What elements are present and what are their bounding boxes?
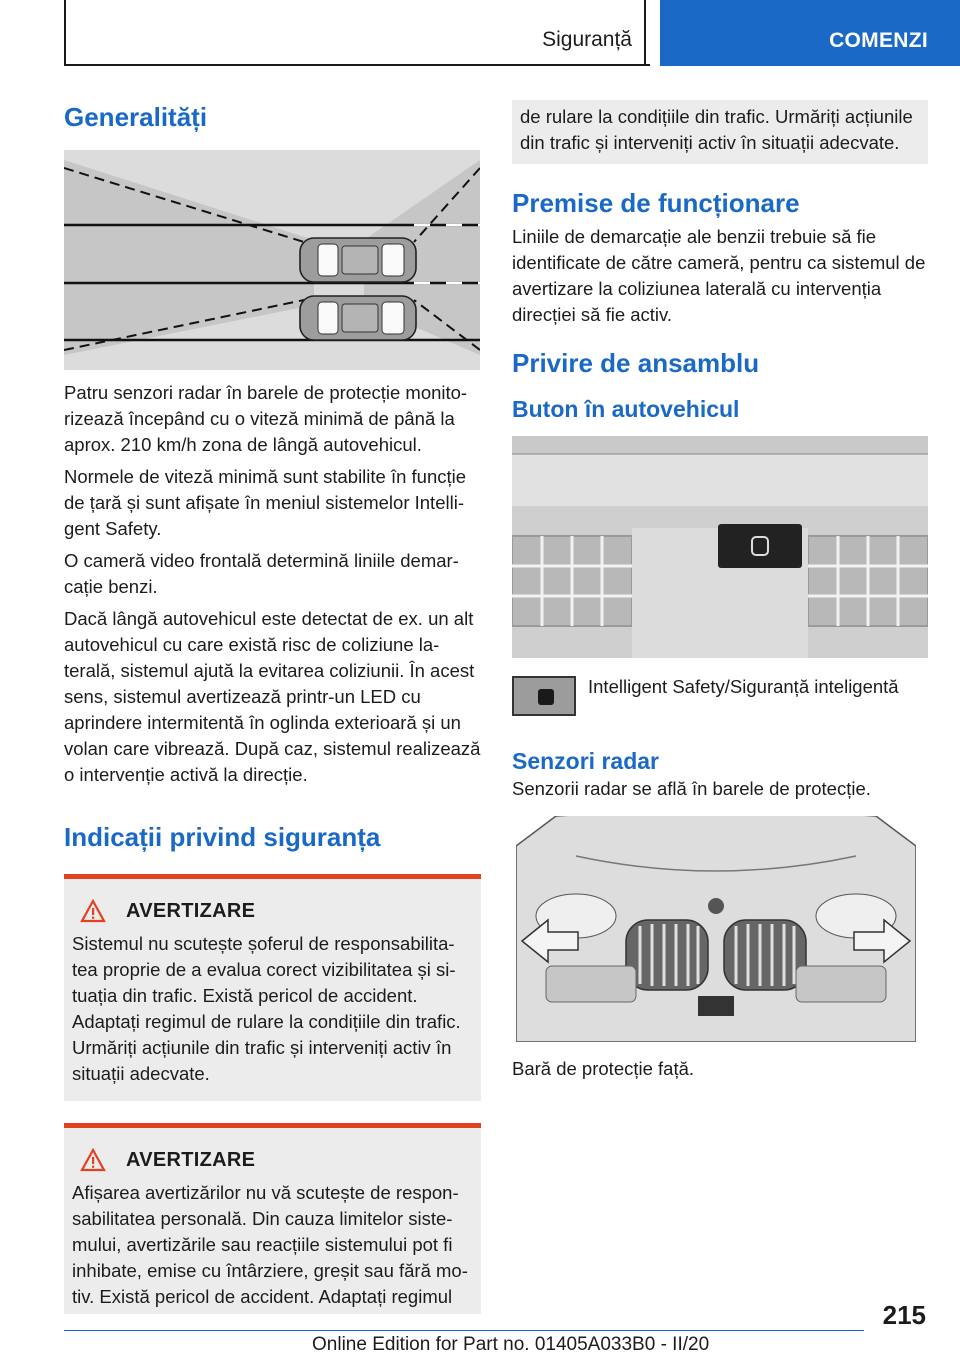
warning-text-2: Afișarea avertizărilor nu vă scutește de respon-sabilitatea personală. Din cauza limitelor siste-mului, avertizările sau reacțiile sistemului pot fi inhibate, emise cu întârziere, greșit sau fără mo-tiv. Există pericol de accident. Adaptați regimul bbox=[72, 1182, 468, 1307]
intelligent-safety-button-icon bbox=[512, 676, 576, 716]
header-chapter-tab[interactable] bbox=[660, 0, 960, 66]
paragraph-premise: Liniile de demarcație ale benzii trebuie să fie identificate de către cameră, pentru ca sistemul de avertizare la coliziunea laterală cu intervenția direcției să fie activ. bbox=[512, 226, 926, 325]
paragraph-radar-sensors: Patru senzori radar în barele de protecție monito-rizează începând cu o viteză minimă de până la aprox. 210 km/h zona de lângă autovehicul. bbox=[64, 382, 468, 455]
warning-continuation-text: de rulare la condițiile din trafic. Urmăriți acțiunile din trafic și interveniți activ în situații adecvate. bbox=[520, 106, 913, 153]
warning-box-1 bbox=[64, 874, 481, 1101]
button-legend-label: Intelligent Safety/Siguranță inteligentă bbox=[588, 676, 899, 697]
lane-diagram-illustration bbox=[64, 150, 480, 370]
right-column bbox=[512, 100, 928, 1082]
footer-rule bbox=[64, 1330, 864, 1331]
warning-text-1: Sistemul nu scutește șoferul de responsabilita-tea proprie de a evalua corect vizibilitatea și si-tuația din trafic. Există pericol de accident. Adaptați regimul de rulare la condițiile din trafic. Urmăriți acțiunile din trafic și interveniți activ în situații adecvate. bbox=[72, 933, 461, 1084]
paragraph-front-camera: O cameră video frontală determină liniile demar-cație benzi. bbox=[64, 550, 459, 597]
header-chapter-label: COMENZI bbox=[829, 29, 928, 52]
subsection-title-button: Buton în autovehicul bbox=[512, 396, 740, 422]
warning-label-1: AVERTIZARE bbox=[126, 899, 256, 922]
section-title-overview: Privire de ansamblu bbox=[512, 348, 760, 378]
subsection-title-radar: Senzori radar bbox=[512, 748, 659, 774]
page-number: 215 bbox=[882, 1300, 926, 1330]
warning-continuation-box bbox=[512, 100, 928, 164]
header-bottom-rule bbox=[64, 64, 650, 66]
button-legend-row bbox=[512, 676, 928, 716]
button-location-figure bbox=[512, 436, 928, 658]
section-title-premise: Premise de funcționare bbox=[512, 188, 800, 218]
section-title-safety: Indicații privind siguranța bbox=[64, 822, 381, 852]
paragraph-radar-location: Senzorii radar se află în barele de protecție. bbox=[512, 778, 871, 799]
paragraph-speed-norms: Normele de viteză minimă sunt stabilite în funcție de țară și sunt afișate în meniul sistemelor Intelli-gent Safety. bbox=[64, 466, 467, 539]
left-column bbox=[64, 100, 481, 1314]
section-title-general: Generalități bbox=[64, 102, 208, 132]
dashboard-button-illustration bbox=[512, 436, 928, 658]
figure-caption-bumper: Bară de protecție față. bbox=[512, 1058, 695, 1079]
paragraph-collision-assist: Dacă lângă autovehicul este detectat de ex. un alt autovehicul cu care există risc de coliziune la-terală, sistemul ajută la evitarea coliziunii. În acest sens, sistemul avertizează printr-un LED cu aprindere intermitentă în oglinda exterioară și un volan care vibrează. După caz, sistemul realizează o intervenție activă la direcție. bbox=[64, 608, 481, 785]
warning-box-2 bbox=[64, 1123, 481, 1314]
front-bumper-figure bbox=[516, 816, 916, 1042]
front-bumper-illustration bbox=[516, 816, 916, 1042]
warning-label-2: AVERTIZARE bbox=[126, 1148, 256, 1171]
lane-diagram-figure bbox=[64, 150, 480, 370]
header-section-label: Siguranță bbox=[542, 28, 632, 51]
footer-edition-text: Online Edition for Part no. 01405A033B0 - II/20 bbox=[312, 1334, 710, 1355]
header-left-rule bbox=[64, 0, 66, 66]
warning-triangle-icon bbox=[80, 1148, 106, 1172]
header-section bbox=[66, 0, 646, 64]
warning-triangle-icon bbox=[80, 899, 106, 923]
